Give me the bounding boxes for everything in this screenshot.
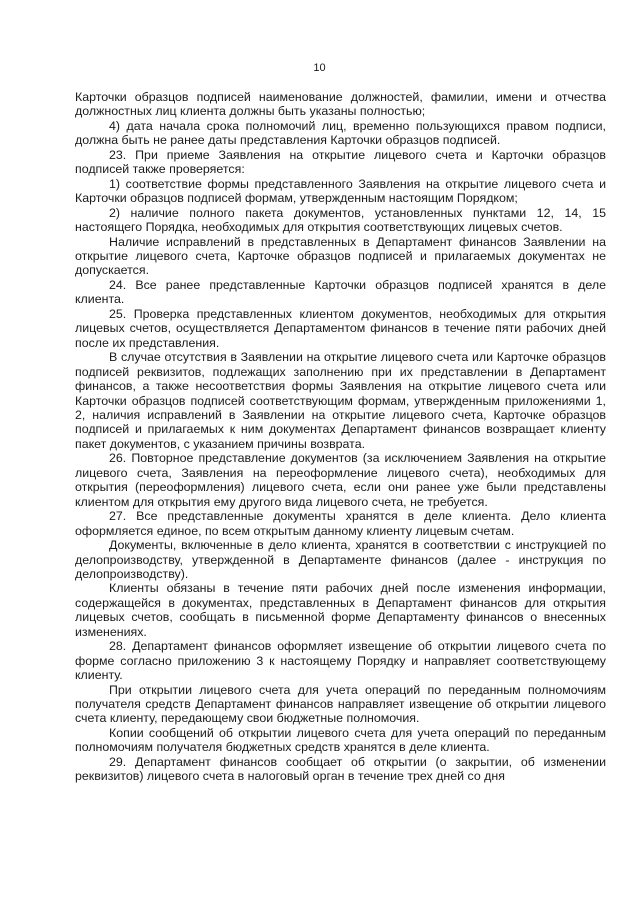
paragraph-copies: Копии сообщений об открытии лицевого счета для учета операций по переданным полномочиям получателя бюджетных средств хранятся в деле клиента. <box>75 725 606 755</box>
paragraph-clause-23: 23. При приеме Заявления на открытие лицевого счета и Карточки образцов подписей также проверяется: <box>75 147 606 177</box>
paragraph-clause-25: 25. Проверка представленных клиентом документов, необходимых для открытия лицевых счетов, осуществляется Департаментом финансов в течение пяти рабочих дней после их представления. <box>75 306 606 350</box>
paragraph-clause-24: 24. Все ранее представленные Карточки образцов подписей хранятся в деле клиента. <box>75 277 606 307</box>
document-body <box>75 90 606 784</box>
paragraph-item-1: 1) соответствие формы представленного Заявления на открытие лицевого счета и Карточки образцов подписей формам, утвержденным настоящим Порядком; <box>75 176 606 206</box>
paragraph-storage: Документы, включенные в дело клиента, хранятся в соответствии с инструкцией по делопроизводству, утвержденной в Департаменте финансов (далее - инструкция по делопроизводству). <box>75 538 606 581</box>
paragraph-continuation: Карточки образцов подписей наименование должностей, фамилии, имени и отчества должностных лиц клиента должны быть указаны полностью; <box>75 90 606 119</box>
paragraph-clause-29: 29. Департамент финансов сообщает об открытии (о закрытии, об изменении реквизитов) лицевого счета в налоговый орган в течение трех дней со дня <box>75 754 606 784</box>
paragraph-clause-26: 26. Повторное представление документов (за исключением Заявления на открытие лицевого счета, Заявления на переоформление лицевого счета), необходимых для открытия (переоформления) лицевого счета, если они ранее уже были представлены клиентом для открытия ему другого вида лицевого счета, не требуется. <box>75 451 606 509</box>
paragraph-delegated-powers: При открытии лицевого счета для учета операций по переданным полномочиям получателя средств Департамент финансов направляет извещение об открытии лицевого счета клиенту, передающему свои бюджетные полномочия. <box>75 682 606 726</box>
page-number: 10 <box>313 62 326 74</box>
paragraph-item-4: 4) дата начала срока полномочий лиц, временно пользующихся правом подписи, должна быть не ранее даты представления Карточки образцов подписей. <box>75 118 606 148</box>
paragraph-clause-27: 27. Все представленные документы хранятся в деле клиента. Дело клиента оформляется единое, по всем открытым данному клиенту лицевым счетам. <box>75 509 606 538</box>
paragraph-clause-28: 28. Департамент финансов оформляет извещение об открытии лицевого счета по форме согласно приложению 3 к настоящему Порядку и направляет соответствующему клиенту. <box>75 639 606 683</box>
paragraph-client-obligations: Клиенты обязаны в течение пяти рабочих дней после изменения информации, содержащейся в документах, представленных в Департамент финансов для открытия лицевых счетов, сообщать в письменной форме Департаменту финансов о внесенных изменениях. <box>75 581 606 639</box>
paragraph-return-conditions: В случае отсутствия в Заявлении на открытие лицевого счета или Карточке образцов подписей реквизитов, подлежащих заполнению при их представлении в Департамент финансов, а также несоответствия формы Заявления на открытие лицевого счета или Карточки образцов подписей соответствующим формам, утвержденным приложениями 1, 2, наличия исправлений в Заявлении на открытие лицевого счета, Карточке образцов подписей и прилагаемых к ним документах Департамент финансов возвращает клиенту пакет документов, с указанием причины возврата. <box>75 350 606 451</box>
paragraph-item-2: 2) наличие полного пакета документов, установленных пунктами 12, 14, 15 настоящего Порядка, необходимых для открытия соответствующих лицевых счетов. <box>75 205 606 235</box>
paragraph-corrections: Наличие исправлений в представленных в Департамент финансов Заявлении на открытие лицевого счета, Карточке образцов подписей и прилагаемых документах не допускается. <box>75 234 606 278</box>
